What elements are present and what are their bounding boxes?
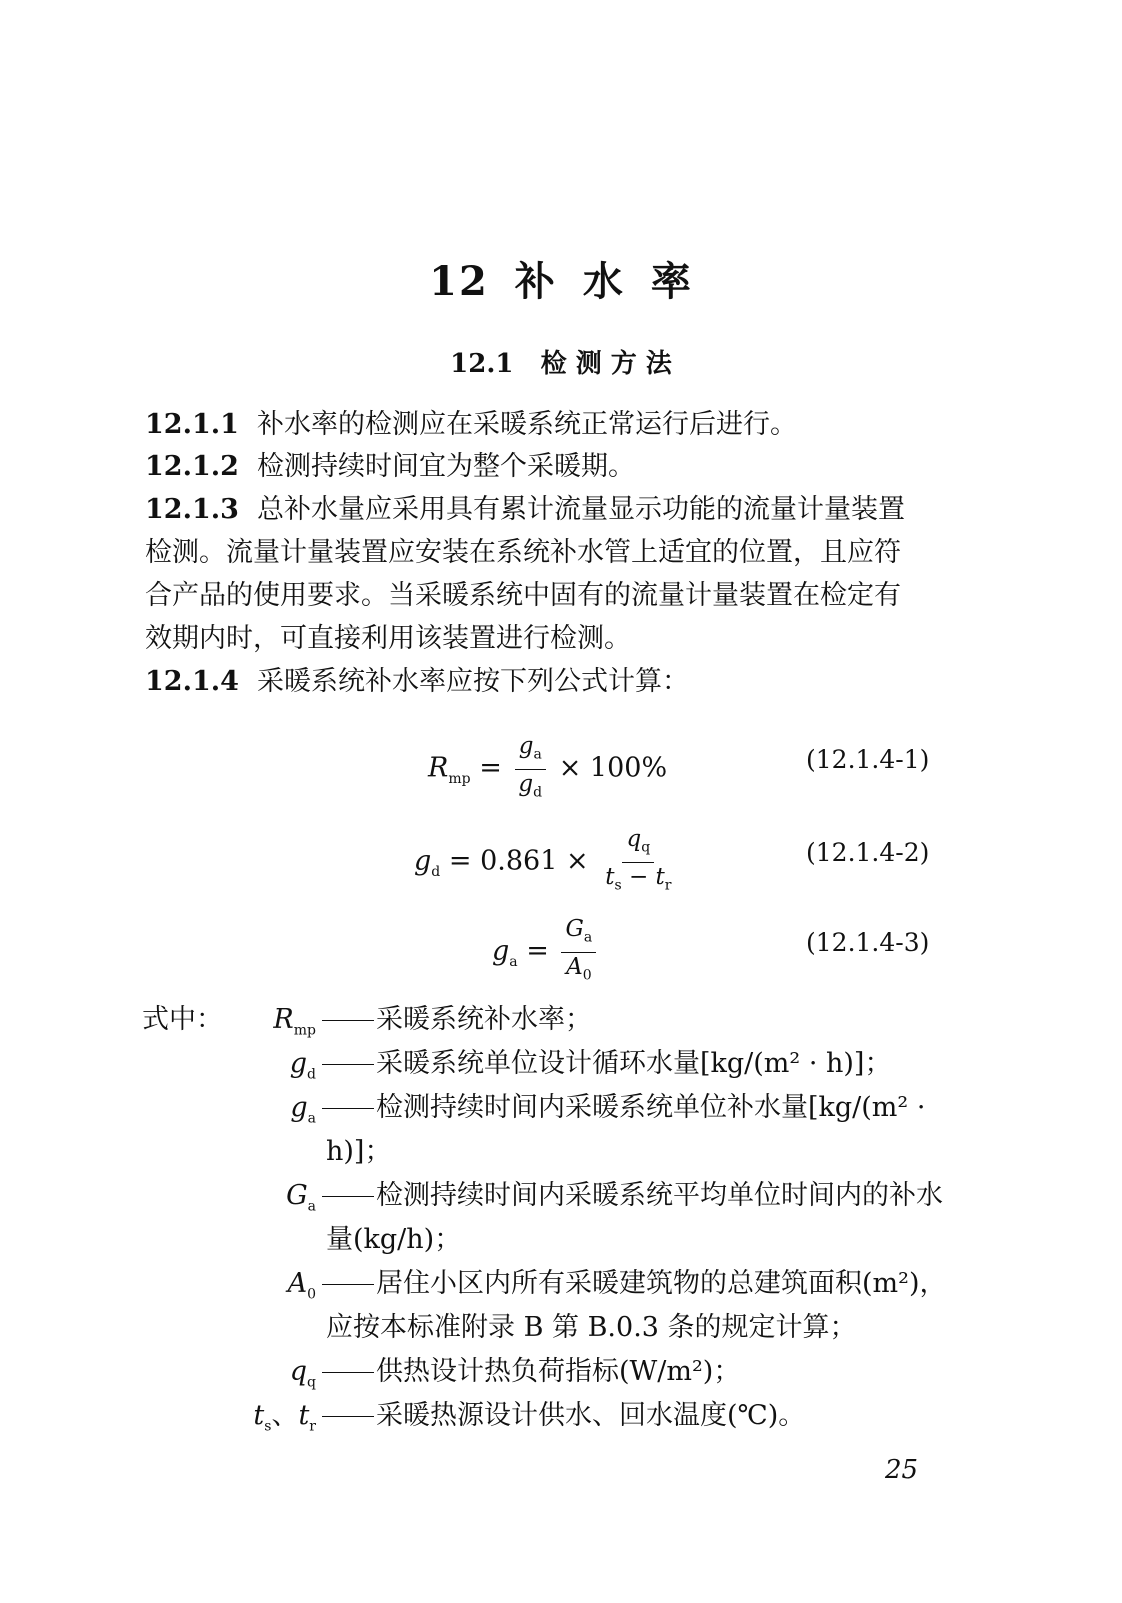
symbol: $q_q$	[289, 1356, 316, 1391]
clause-number: 12.1.4	[145, 666, 239, 697]
formula-1: $R_{mp}$ = $\frac{g_a}{g_d}$ × 100%	[428, 733, 668, 801]
formula-3: $g_a$ = $\frac{G_a}{A_0}$	[492, 915, 600, 989]
chapter-title	[0, 250, 1122, 307]
page-number: 25	[885, 1455, 919, 1485]
clause-12-1-1	[145, 405, 945, 445]
symbol: $G_a$	[286, 1180, 316, 1215]
clause-text: 效期内时，可直接利用该装置进行检测。	[145, 623, 631, 654]
section-title	[0, 343, 1122, 380]
clause-number: 12.1.2	[145, 451, 239, 482]
definition: 检测持续时间内采暖系统平均单位时间内的补水	[318, 1174, 943, 1218]
clause-text: 总补水量应采用具有累计流量显示功能的流量计量装置	[256, 494, 905, 525]
clause-12-1-2	[145, 447, 945, 487]
clause-12-1-4	[145, 662, 945, 702]
clause-text: 检测持续时间宜为整个采暖期。	[256, 451, 635, 482]
clause-12-1-3	[145, 490, 945, 659]
where-label: 式中：	[142, 1004, 223, 1035]
definition: 检测持续时间内采暖系统单位补水量[kg/(m² ·	[318, 1086, 925, 1130]
symbol: $A_0$	[287, 1268, 316, 1303]
definition: 居住小区内所有采暖建筑物的总建筑面积(m²)，	[318, 1262, 947, 1306]
chapter-char: 水	[582, 258, 625, 305]
definition-cont: 量(kg/h)；	[326, 1224, 462, 1255]
definition: 采暖热源设计供水、回水温度(℃)。	[318, 1394, 805, 1438]
chapter-char: 率	[650, 258, 693, 305]
formula-constant: 0.861	[480, 845, 558, 877]
definition: 采暖系统单位设计循环水量[kg/(m² · h)]；	[318, 1042, 891, 1086]
symbol: $g_d$	[289, 1048, 316, 1083]
definition-cont: 应按本标准附录 B 第 B.0.3 条的规定计算；	[326, 1312, 857, 1343]
clause-text: 采暖系统补水率应按下列公式计算：	[256, 666, 689, 697]
formula-2: $g_d = 0.861$ × $\frac{q_q}{t_s - t_r}$	[414, 826, 672, 894]
symbol: $g_a$	[290, 1092, 316, 1127]
section-name: 检 测 方 法	[540, 349, 672, 379]
equation-number: (12.1.4-2)	[806, 838, 930, 867]
chapter-number: 12	[429, 258, 489, 305]
symbol: $R_{mp}$	[273, 1004, 316, 1039]
equation-number: (12.1.4-1)	[806, 745, 930, 774]
clause-text: 合产品的使用要求。当采暖系统中固有的流量计量装置在检定有	[145, 580, 901, 611]
definition: 采暖系统补水率；	[318, 998, 592, 1042]
clause-text: 补水率的检测应在采暖系统正常运行后进行。	[256, 409, 797, 440]
clause-text: 检测。流量计量装置应安装在系统补水管上适宜的位置，且应符	[145, 537, 901, 568]
section-number: 12.1	[450, 349, 514, 379]
chapter-char: 补	[514, 258, 557, 305]
definition: 供热设计热负荷指标(W/m²)；	[318, 1350, 740, 1394]
equation-number: (12.1.4-3)	[806, 928, 930, 957]
clause-number: 12.1.3	[145, 494, 239, 525]
definition-cont: h)]；	[326, 1136, 392, 1167]
clause-number: 12.1.1	[145, 409, 239, 440]
symbol: $t_s$、$t_r$	[253, 1400, 316, 1435]
